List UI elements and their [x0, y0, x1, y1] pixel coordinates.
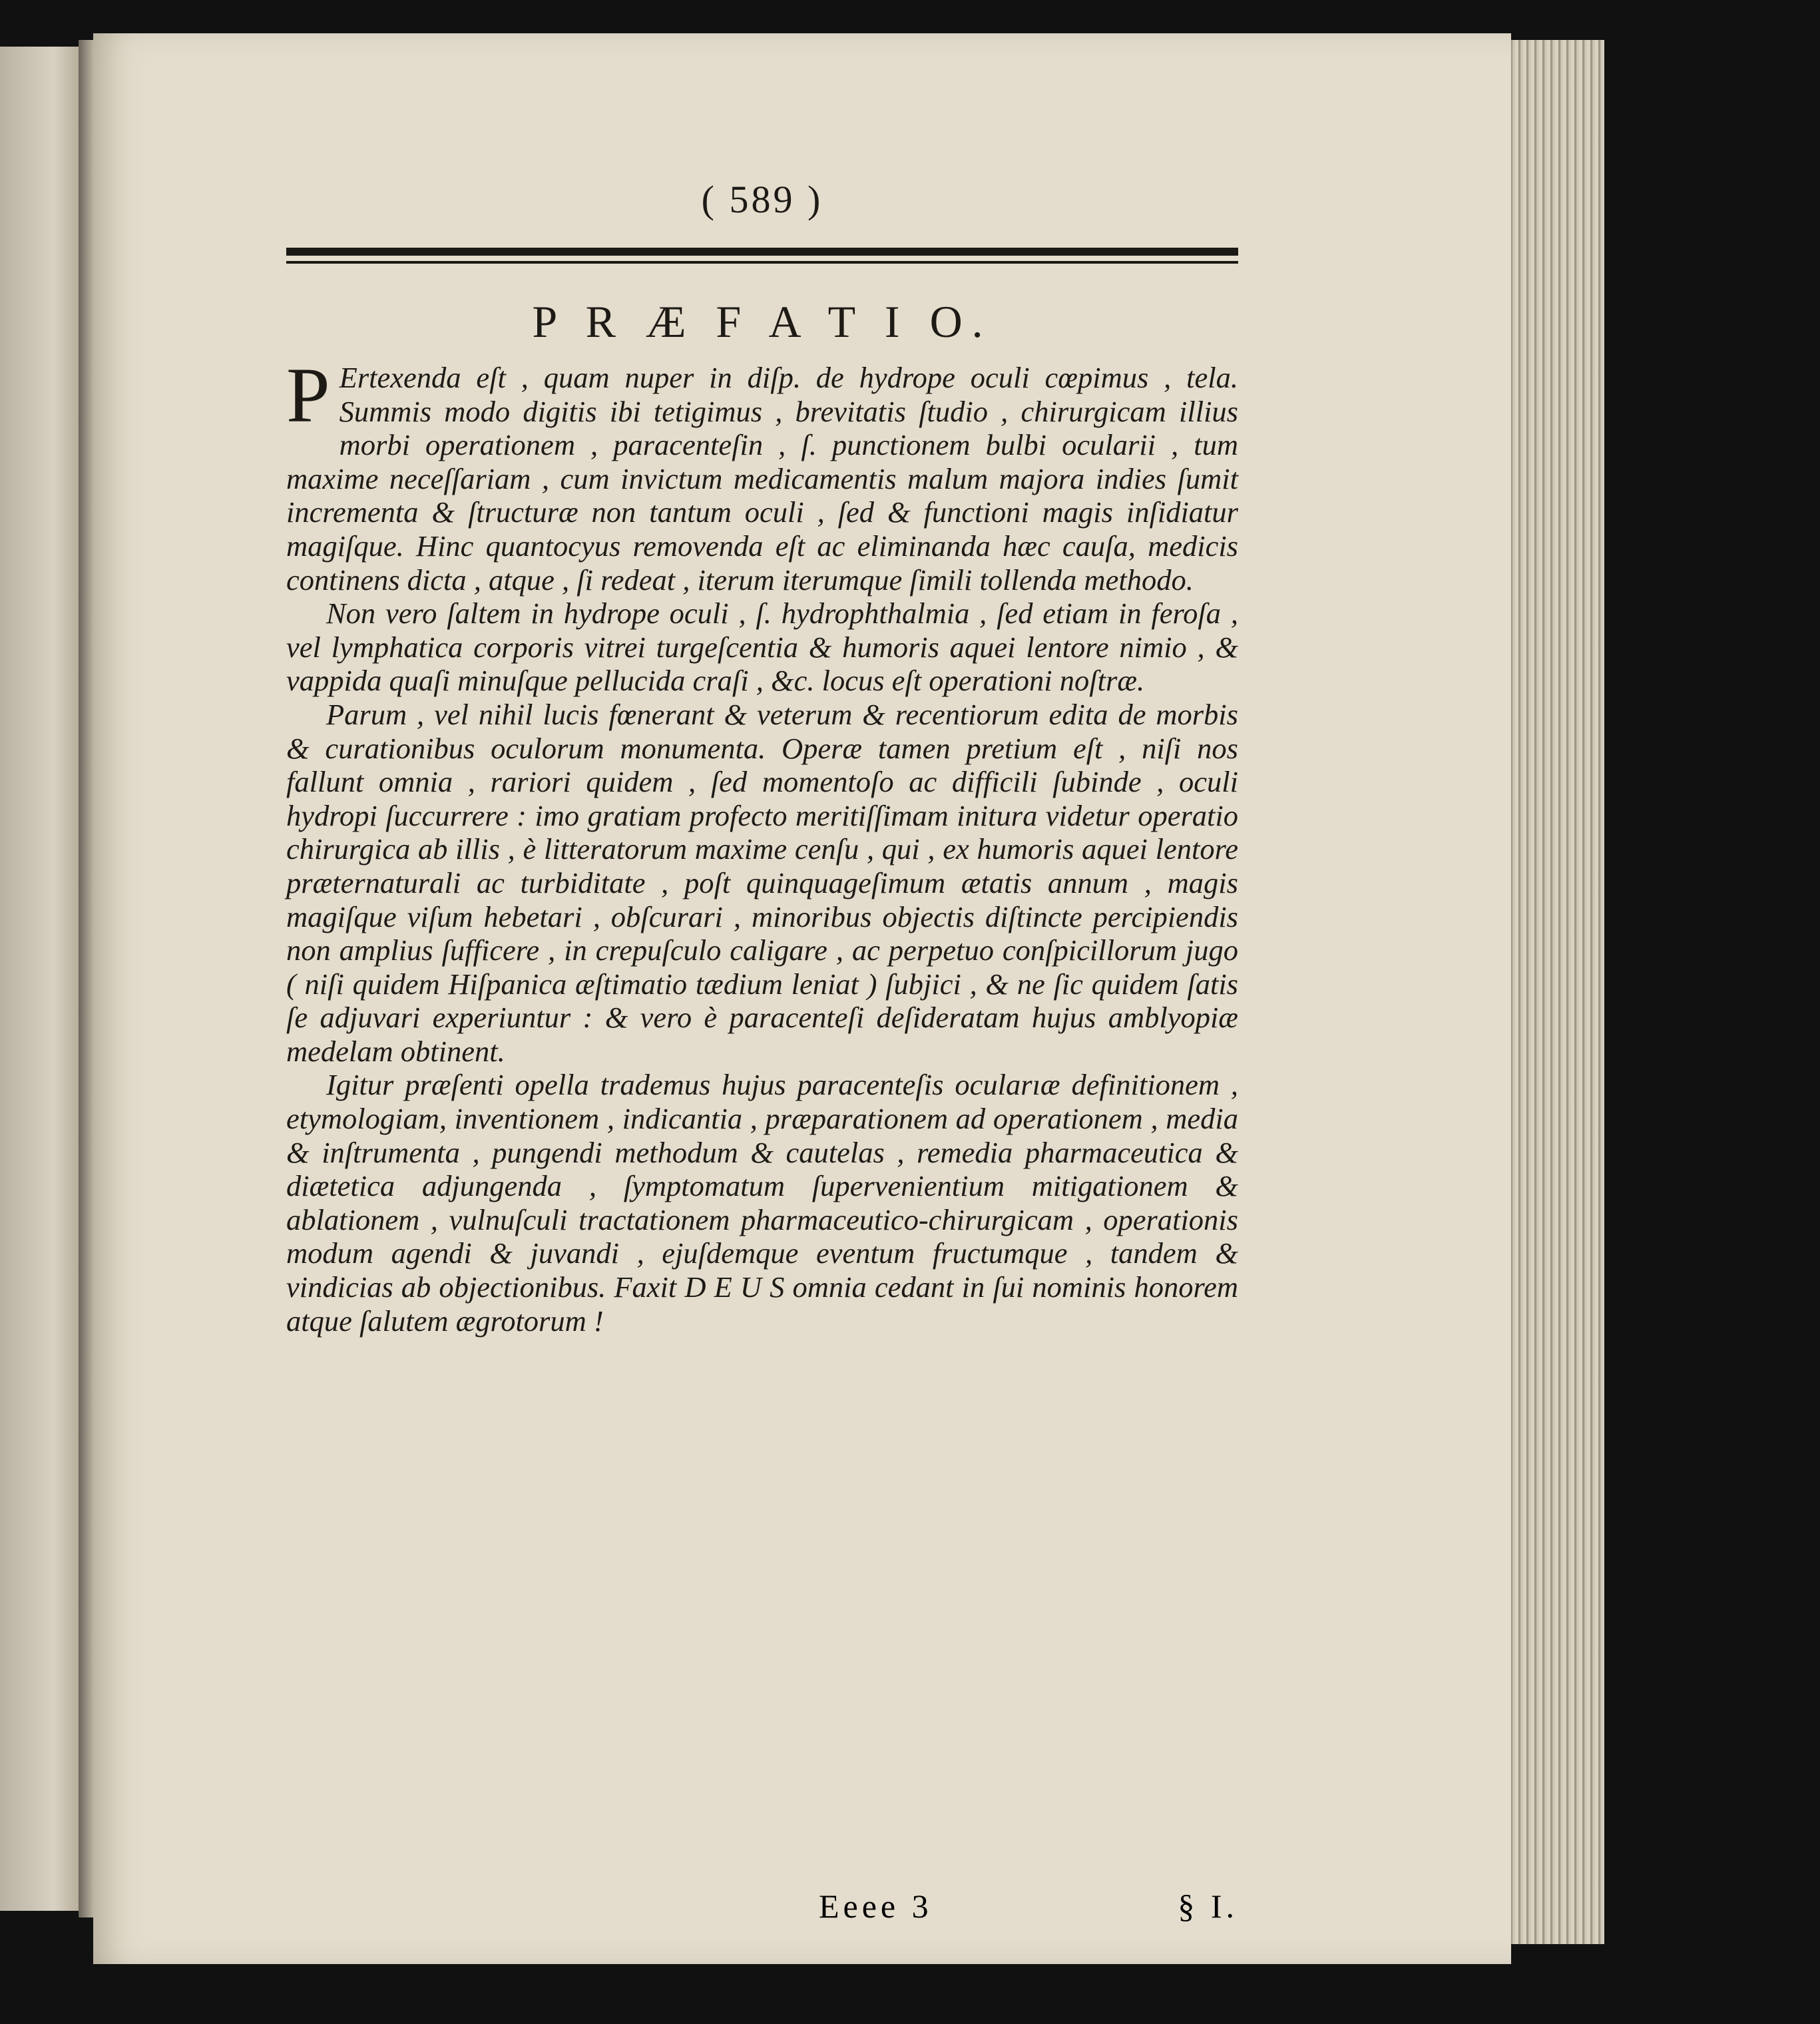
page-number: ( 589 ) [701, 178, 823, 221]
paragraph-1-text: Ertexenda eſt , quam nuper in diſp. de hydrope oculi cœpimus , tela. Summis modo digitis ibi tetigimus , brevitatis ſtudio , chirurgicam illius morbi operationem , paracenteſin , ſ. punctionem bulbi ocularii , tum maxime neceſſariam , cum invictum medicamentis malum majora indies ſumit incrementa & ſtructuræ non tantum oculi , ſed & functioni magis inſidiatur magiſque. Hinc quantocyus removenda eſt ac eliminanda hæc cauſa, medicis continens dicta , atque , ſi redeat , iterum iterumque ſimili tollenda methodo. [286, 361, 1238, 597]
catchword: § I. [1178, 1888, 1238, 1925]
drop-cap: P [286, 352, 330, 439]
paragraph-2: Non vero ſaltem in hydrope oculi , ſ. hydrophthalmia , ſed etiam in feroſa , vel lymphatica corporis vitrei turgeſcentia & humoris aquei lentore nimio , & vappida quaſi minuſque pellucida craſi , &c. locus eſt operationi noſtræ. [286, 597, 1238, 698]
signature-mark: Eeee 3 [819, 1888, 933, 1925]
header-rule-thick [286, 248, 1238, 256]
text-block [286, 173, 1238, 1338]
page-stack-edges [1498, 40, 1604, 1944]
paragraph-4: Igitur præſenti opella trademus hujus paracenteſis ocularıæ definitionem , etymologiam, inventionem , indicantia , præparationem ad operationem , media & inſtrumenta , pungendi methodum & cautelas , remedia pharmaceutica & diætetica adjungenda , ſymptomatum ſupervenientium mitigationem & ablationem , vulnuſculi tractationem pharmaceutico-chirurgicam , operationis modum agendi & juvandi , ejuſdemque eventum fructumque , tandem & vindicias ab objectionibus. Faxit D E U S omnia cedant in ſui nominis honorem atque ſalutem ægrotorum ! [286, 1068, 1238, 1338]
page-footer [819, 1883, 1238, 1929]
body-text [286, 352, 1238, 1338]
left-page-edge [0, 47, 90, 1911]
paragraph-3: Parum , vel nihil lucis fœnerant & veterum & recentiorum edita de morbis & curationibus oculorum monumenta. Operæ tamen pretium eſt , niſi nos fallunt omnia , rariori quidem , ſed momentoſo ac difficili ſubinde , oculi hydropi ſuccurrere : imo gratiam profecto meritiſſimam initura videtur operatio chirurgica ab illis , è litteratorum maxime cenſu , qui , ex humoris aquei lentore præternaturali ac turbiditate , poſt quinquageſimum ætatis annum , magis magiſque viſum hebetari , obſcurari , minoribus objectis diſtincte percipiendis non amplius ſufficere , in crepuſculo caligare , ac perpetuo conſpicillorum jugo ( niſi quidem Hiſpanica æſtimatio tædium leniat ) ſubjici , & ne ſic quidem ſatis ſe adjuvari experiuntur : & vero è paracenteſi deſideratam hujus amblyopiæ medelam obtinent. [286, 697, 1238, 1068]
page-title: P R Æ F A T I O. [532, 296, 993, 347]
paragraph-1 [286, 352, 1238, 597]
book-page [93, 33, 1511, 1964]
header-rule-thin [286, 261, 1238, 264]
